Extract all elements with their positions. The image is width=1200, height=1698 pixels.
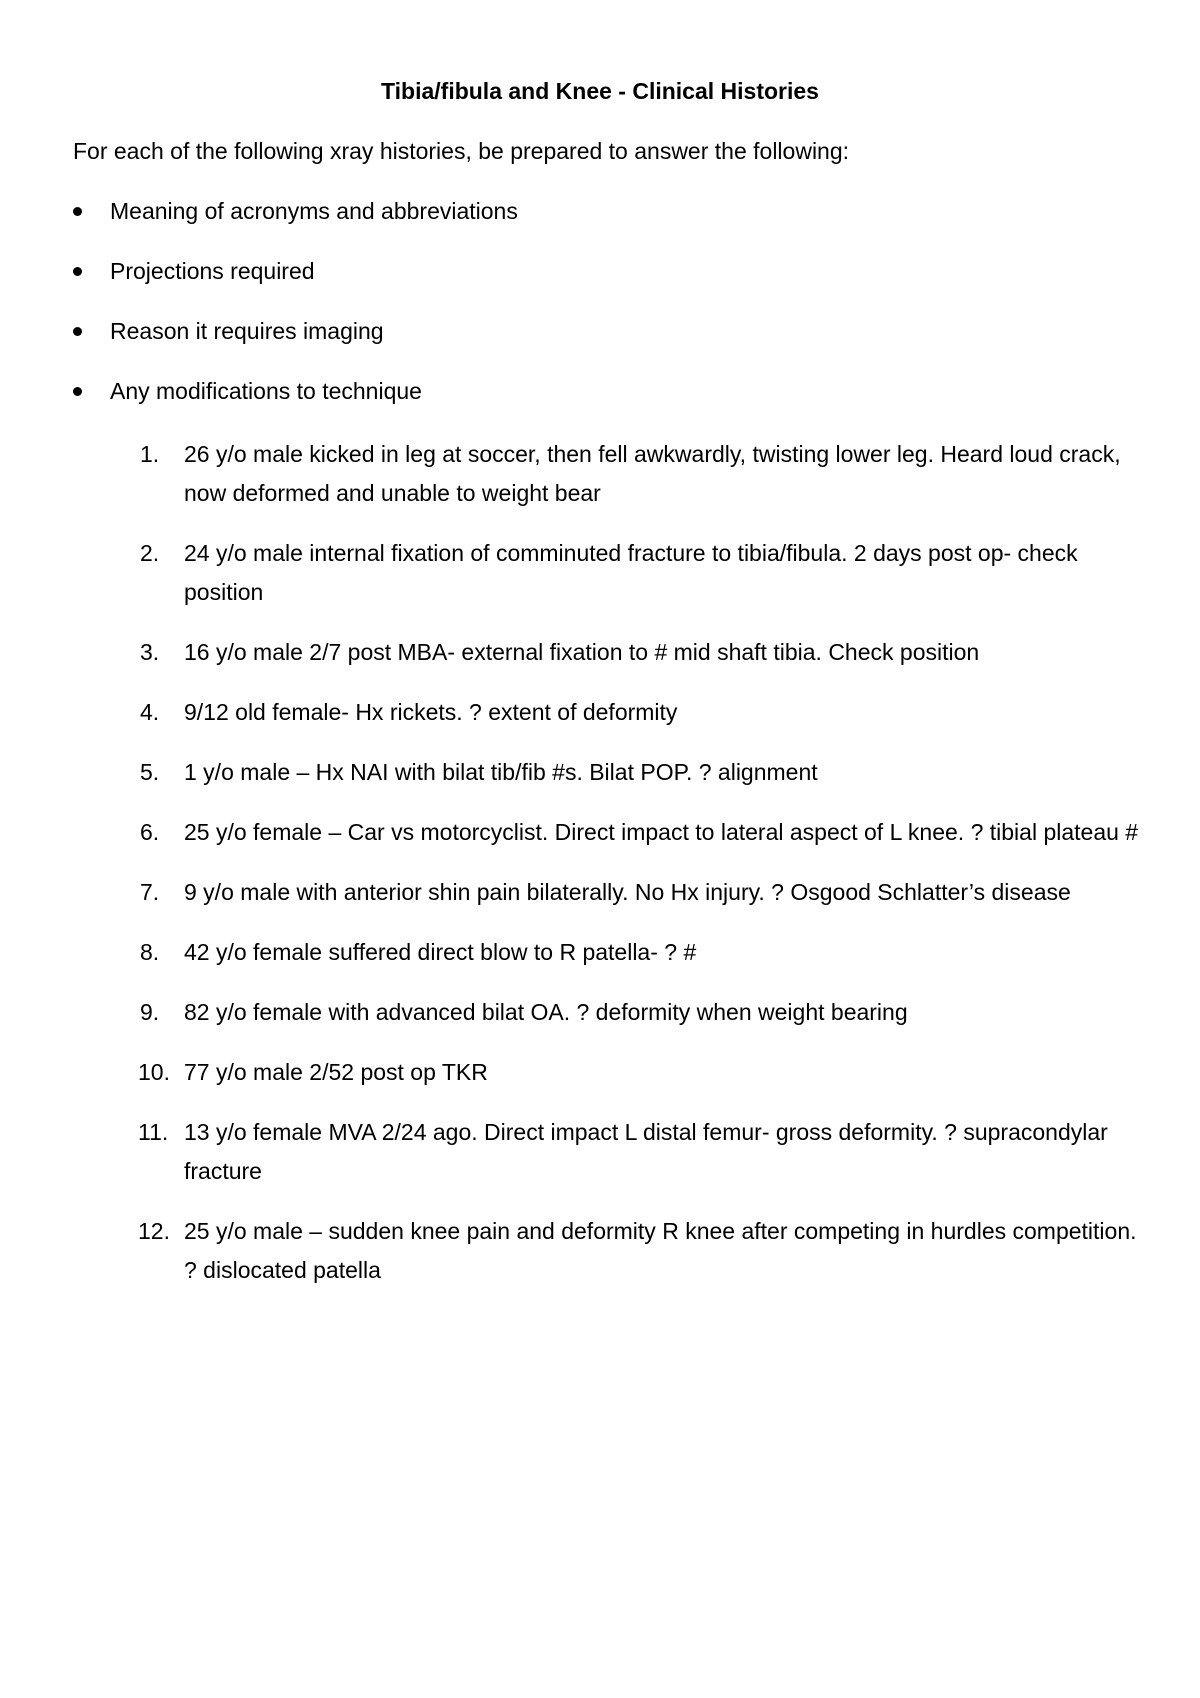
bullet-item	[73, 256, 1133, 286]
bullet-dot-icon	[73, 387, 82, 396]
history-item	[140, 435, 1140, 513]
document-title: Tibia/fibula and Knee - Clinical Histories	[381, 78, 819, 104]
history-text: 24 y/o male internal fixation of comminuted fracture to tibia/fibula. 2 days post op- check position	[184, 540, 1078, 605]
history-number: 5.	[140, 759, 160, 785]
history-item	[140, 633, 1140, 672]
history-item	[140, 693, 1140, 732]
bullet-dot-icon	[73, 267, 82, 276]
history-text: 25 y/o male – sudden knee pain and deformity R knee after competing in hurdles competition. ? dislocated patella	[184, 1218, 1137, 1283]
history-item	[140, 1212, 1140, 1290]
question-bullet-list	[73, 196, 1133, 436]
history-number: 12.	[138, 1218, 170, 1244]
history-number: 1.	[140, 441, 160, 467]
intro-paragraph: For each of the following xray histories, be prepared to answer the following:	[73, 138, 850, 164]
history-item	[140, 813, 1140, 852]
history-number: 9.	[140, 999, 160, 1025]
history-number: 3.	[140, 639, 160, 665]
history-text: 82 y/o female with advanced bilat OA. ? deformity when weight bearing	[184, 999, 908, 1025]
bullet-item	[73, 376, 1133, 406]
bullet-dot-icon	[73, 327, 82, 336]
history-text: 9 y/o male with anterior shin pain bilaterally. No Hx injury. ? Osgood Schlatter’s disease	[184, 879, 1071, 905]
history-text: 9/12 old female- Hx rickets. ? extent of deformity	[184, 699, 678, 725]
history-item	[140, 1053, 1140, 1092]
history-text: 16 y/o male 2/7 post MBA- external fixation to # mid shaft tibia. Check position	[184, 639, 980, 665]
history-item	[140, 933, 1140, 972]
history-text: 77 y/o male 2/52 post op TKR	[184, 1059, 488, 1085]
history-item	[140, 534, 1140, 612]
history-number: 10.	[138, 1059, 170, 1085]
history-number: 7.	[140, 879, 160, 905]
bullet-text: Projections required	[110, 258, 315, 284]
history-number: 11.	[138, 1119, 169, 1145]
bullet-text: Reason it requires imaging	[110, 318, 384, 344]
clinical-history-list	[140, 435, 1140, 1311]
history-number: 4.	[140, 699, 160, 725]
history-item	[140, 873, 1140, 912]
bullet-text: Meaning of acronyms and abbreviations	[110, 198, 518, 224]
history-text: 26 y/o male kicked in leg at soccer, then fell awkwardly, twisting lower leg. Heard loud crack, now deformed and unable to weight bear	[184, 441, 1121, 506]
history-item	[140, 1113, 1140, 1191]
history-text: 25 y/o female – Car vs motorcyclist. Direct impact to lateral aspect of L knee. ? tibial plateau #	[184, 819, 1139, 845]
history-text: 13 y/o female MVA 2/24 ago. Direct impact L distal femur- gross deformity. ? supracondylar fracture	[184, 1119, 1108, 1184]
history-item	[140, 753, 1140, 792]
history-number: 6.	[140, 819, 160, 845]
history-item	[140, 993, 1140, 1032]
bullet-item	[73, 196, 1133, 226]
history-number: 2.	[140, 540, 160, 566]
bullet-dot-icon	[73, 207, 82, 216]
bullet-text: Any modifications to technique	[110, 378, 422, 404]
history-text: 1 y/o male – Hx NAI with bilat tib/fib #s. Bilat POP. ? alignment	[184, 759, 818, 785]
bullet-item	[73, 316, 1133, 346]
history-text: 42 y/o female suffered direct blow to R patella- ? #	[184, 939, 697, 965]
history-number: 8.	[140, 939, 160, 965]
